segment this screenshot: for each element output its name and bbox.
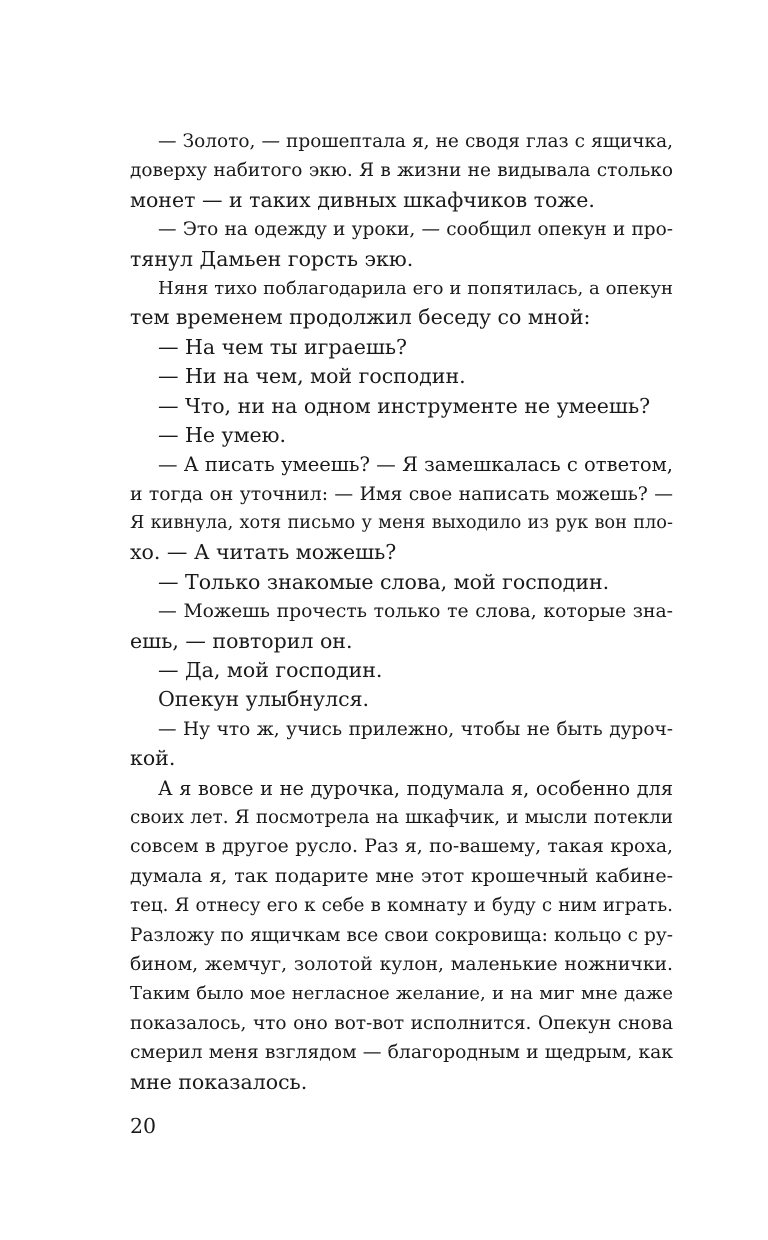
text-line: — Не умею.: [158, 422, 287, 447]
text-line: смерил меня взглядом — благородным и щедрым, как: [130, 1042, 673, 1064]
text-line: думала я, так подарите мне этот крошечный кабине-: [130, 864, 673, 887]
text-line: Я кивнула, хотя письмо у меня выходило из рук вон пло-: [130, 513, 673, 534]
text-line: доверху набитого экю. Я в жизни не видывала столько: [130, 160, 673, 182]
text-line: тянул Дамьен горсть экю.: [130, 246, 414, 271]
page-number: 20: [130, 1114, 157, 1138]
text-line: А я вовсе и не дурочка, подумала я, особенно для: [158, 776, 673, 800]
text-line: Таким было мое негласное желание, и на миг мне даже: [130, 983, 673, 1005]
text-line: ешь, — повторил он.: [130, 628, 353, 653]
text-line: — Да, мой господин.: [158, 658, 383, 683]
body-text: [130, 127, 673, 1097]
text-line: кой.: [130, 746, 176, 771]
text-line: хо. — А читать можешь?: [130, 540, 397, 565]
text-line: Разложу по ящичкам все свои сокровища: кольцо с ру-: [130, 924, 673, 946]
text-line: — Это на одежду и уроки, — сообщил опекун и про-: [158, 219, 673, 241]
text-line: — Ни на чем, мой господин.: [158, 364, 466, 389]
text-line: и тогда он уточнил: — Имя свое написать можешь? —: [130, 483, 673, 505]
text-line: монет — и таких дивных шкафчиков тоже.: [130, 187, 595, 212]
text-line: — Золото, — прошептала я, не сводя глаз с ящичка,: [158, 131, 673, 152]
text-line: — Ну что ж, учись прилежно, чтобы не быть дуроч-: [158, 718, 673, 740]
text-line: показалось, что оно вот-вот исполнится. Опекун снова: [130, 1012, 673, 1034]
text-line: тец. Я отнесу его к себе в комнату и буду с ним играть.: [130, 895, 673, 917]
text-line: мне показалось.: [130, 1069, 308, 1094]
text-line: совсем в другое русло. Раз я, по-вашему, такая кроха,: [130, 836, 673, 858]
text-line: бином, жемчуг, золотой кулон, маленькие ножнички.: [130, 953, 673, 975]
text-line: — Что, ни на одном инструменте не умеешь?: [158, 393, 651, 418]
text-line: — На чем ты играешь?: [158, 334, 408, 359]
text-line: — А писать умеешь? — Я замешкалась с ответом,: [158, 453, 673, 477]
text-line: — Можешь прочесть только те слова, которые зна-: [158, 601, 673, 623]
text-line: тем временем продолжил беседу со мной:: [130, 305, 591, 330]
text-line: Няня тихо поблагодарила его и попятилась, а опекун: [158, 277, 673, 299]
text-line: своих лет. Я посмотрела на шкафчик, и мысли потекли: [130, 806, 673, 828]
text-line: — Только знакомые слова, мой господин.: [158, 569, 610, 594]
text-line: Опекун улыбнулся.: [158, 687, 370, 712]
